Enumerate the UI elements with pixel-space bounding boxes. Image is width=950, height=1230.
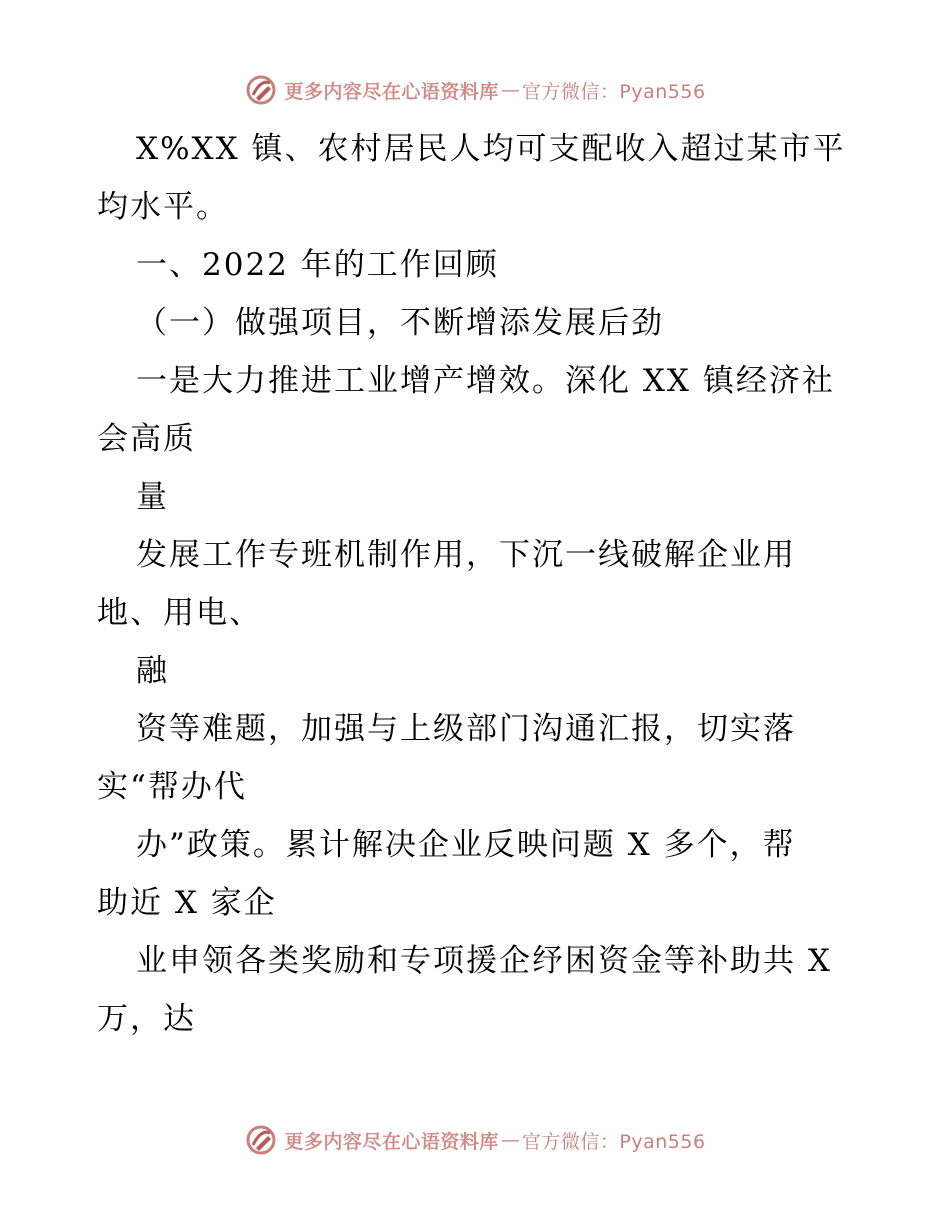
pen-swirl-logo-icon xyxy=(244,1123,278,1157)
header-brand-text: 更多内容尽在心语资料库 xyxy=(284,80,499,103)
section-heading: 一、2022 年的工作回顾 xyxy=(136,247,499,283)
paragraph-line: 发展工作专班机制作用，下沉一线破解企业用 xyxy=(136,537,796,573)
pen-swirl-logo-icon xyxy=(244,73,278,107)
paragraph-line: 办”政策。累计解决企业反映问题 X 多个，帮 xyxy=(136,827,796,863)
document-body xyxy=(97,120,867,1048)
paragraph-line: 实“帮办代 xyxy=(97,769,247,805)
paragraph-line: 一是大力推进工业增产增效。深化 XX 镇经济社 xyxy=(136,363,835,399)
paragraph-line: 资等难题，加强与上级部门沟通汇报，切实落 xyxy=(136,711,796,747)
paragraph-line: 量 xyxy=(136,479,169,515)
paragraph-line: 助近 X 家企 xyxy=(97,885,277,921)
header-watermark xyxy=(0,70,950,110)
paragraph-line: 会高质 xyxy=(97,421,196,457)
paragraph-line: X%XX 镇、农村居民人均可支配收入超过某市平 xyxy=(136,131,846,167)
footer-wechat-text: 官方微信：Pyan556 xyxy=(521,1130,706,1153)
footer-dash: — xyxy=(500,1129,520,1151)
paragraph-line: 万，达 xyxy=(97,1001,196,1037)
header-dash: — xyxy=(500,79,520,101)
paragraph-line: 均水平。 xyxy=(97,189,229,225)
footer-brand-text: 更多内容尽在心语资料库 xyxy=(284,1130,499,1153)
footer-watermark xyxy=(0,1120,950,1160)
paragraph-line: 地、用电、 xyxy=(97,595,262,631)
paragraph-line: 融 xyxy=(136,653,169,689)
header-wechat-text: 官方微信：Pyan556 xyxy=(521,80,706,103)
paragraph-line: 业申领各类奖励和专项援企纾困资金等补助共 X xyxy=(136,943,832,979)
subsection-heading: （一）做强项目，不断增添发展后劲 xyxy=(136,305,664,341)
